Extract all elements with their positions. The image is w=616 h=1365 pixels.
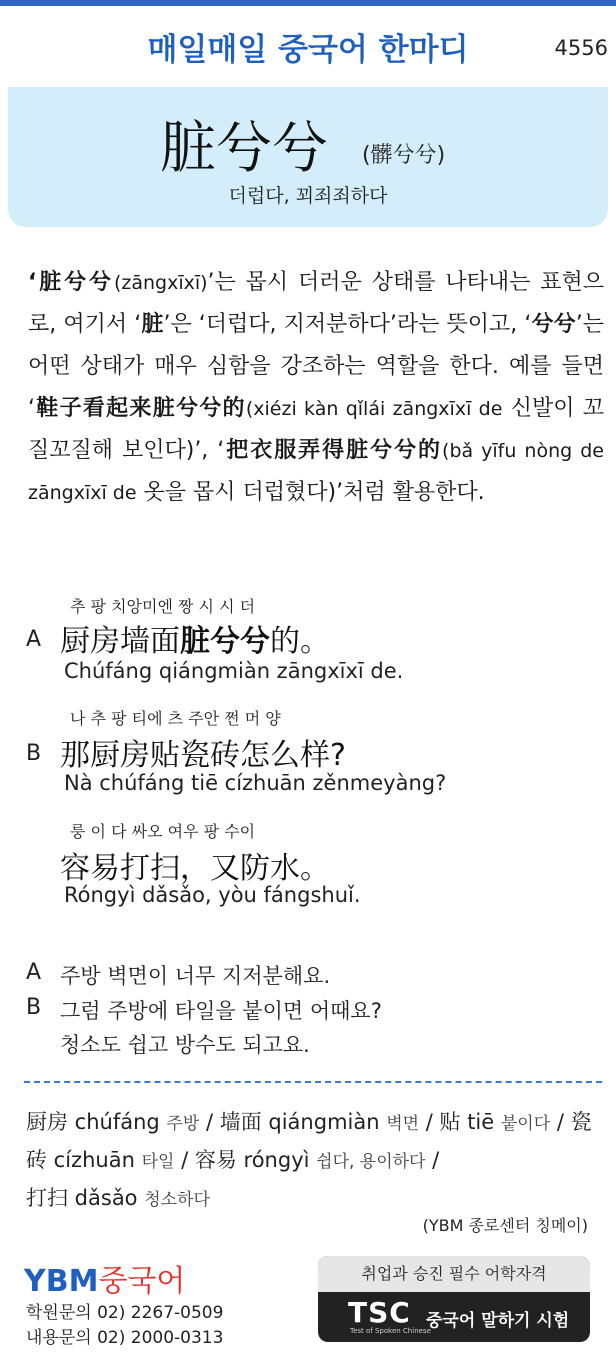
contact-content: 내용문의 02) 2000-0313 <box>26 1328 224 1348</box>
example-hanzi: 鞋子看起来脏兮兮的 <box>35 396 246 421</box>
explain-term-pinyin: (zāngxīxī) <box>113 272 208 294</box>
ybm-logo-text: YBM <box>24 1264 99 1299</box>
expression-meaning: 더럽다, 꾀죄죄하다 <box>228 185 388 207</box>
vocab-hanzi: 贴 <box>439 1110 461 1134</box>
vocab-hanzi: 墙面 <box>219 1110 262 1134</box>
vocab-hanzi: 厨房 <box>26 1110 68 1134</box>
tsc-banner <box>318 1256 590 1342</box>
dialogue-pinyin: Nà chúfáng tiē cízhuān zěnmeyàng? <box>64 771 447 795</box>
vocab-pinyin: qiángmiàn <box>261 1110 387 1134</box>
vocab-meaning: 주방 <box>166 1114 200 1134</box>
example-pinyin: (bǎ yīfu nòng de zāngxīxī de <box>28 440 604 504</box>
dialogue-hanzi-key: 脏兮兮 <box>180 624 270 659</box>
expression-traditional: (髒兮兮) <box>362 143 446 168</box>
translation-line: 청소도 쉽고 방수도 되고요. <box>60 1033 310 1057</box>
expression-hanzi: 脏兮兮 <box>160 116 328 181</box>
tsc-subtitle: Test of Spoken Chinese <box>350 1327 431 1335</box>
ybm-logo-chinese: 중국어 <box>98 1264 186 1299</box>
example-meaning: 신발이 꼬질꼬질해 보인다)’, ‘ <box>28 396 604 463</box>
top-accent-line <box>0 0 616 6</box>
explain-term: 脏 <box>141 312 164 337</box>
vocab-hanzi: 瓷砖 <box>26 1110 592 1172</box>
example-pinyin: (xiézi kàn qǐlái zāngxīxī de <box>245 398 503 420</box>
dialogue-hanzi <box>60 730 346 774</box>
vocab-hanzi: 容易 <box>194 1148 237 1172</box>
vocab-pinyin: cízhuān <box>47 1148 142 1172</box>
explain-term: ‘脏兮兮 <box>28 270 114 295</box>
vocab-meaning: 청소하다 <box>144 1190 210 1210</box>
tsc-logo: TSC <box>348 1296 411 1329</box>
tsc-name: 중국어 말하기 시험 <box>426 1311 570 1331</box>
vocab-separator: / <box>419 1110 440 1134</box>
vocab-pinyin: róngyì <box>236 1148 317 1172</box>
series-title: 매일매일 중국어 한마디 <box>147 32 469 68</box>
dialogue-hanzi-part: 的。 <box>270 624 330 659</box>
explain-text: ’는 몹시 더러운 상태를 나타내는 표현으로, 여기서 ‘ <box>28 270 604 337</box>
explain-text: ’는 어떤 상태가 매우 심함을 강조하는 역할을 한다. 예를 들면 ‘ <box>28 312 604 421</box>
example-hanzi: 把衣服弄得脏兮兮的 <box>224 438 443 463</box>
speaker-label: A <box>26 627 42 652</box>
issue-number: 4556 <box>554 36 608 60</box>
translation-line: 주방 벽면이 너무 지저분해요. <box>60 964 331 988</box>
vocab-meaning: 타일 <box>141 1152 175 1172</box>
example-meaning: 옷을 몹시 더럽혔다)’처럼 활용한다. <box>136 480 485 505</box>
contact-academy: 학원문의 02) 2267-0509 <box>26 1303 224 1323</box>
dialogue-hanzi-part: 那厨房贴瓷砖怎么样? <box>60 738 346 773</box>
pronunciation-guide: 나 추 팡 티에 츠 주안 쩐 머 양 <box>70 709 281 728</box>
dialogue-hanzi-part: 厨房墙面 <box>60 624 180 659</box>
author-credit: (YBM 종로센터 칭메이) <box>422 1216 588 1235</box>
speaker-label: A <box>26 960 42 985</box>
ybm-logo <box>24 1256 185 1300</box>
dialogue-pinyin: Róngyì dǎsǎo, yòu fángshuǐ. <box>64 883 361 907</box>
vocab-separator: / <box>174 1148 195 1172</box>
vocab-pinyin: tiē <box>460 1110 501 1134</box>
tsc-tagline: 취업과 승진 필수 어학자격 <box>318 1256 590 1292</box>
pronunciation-guide: 추 팡 치앙미엔 짱 시 시 더 <box>70 597 256 616</box>
vocab-hanzi: 打扫 <box>26 1186 68 1210</box>
explain-text: ’은 ‘더럽다, 지저분하다’라는 뜻이고, ‘ <box>163 312 532 337</box>
dialogue-pinyin: Chúfáng qiángmiàn zāngxīxī de. <box>64 659 404 683</box>
vocab-meaning: 벽면 <box>386 1114 420 1134</box>
speaker-label: B <box>26 741 42 766</box>
dialogue-hanzi <box>60 843 330 887</box>
vocab-meaning: 쉽다, 용이하다 <box>316 1152 426 1172</box>
explain-term: 兮兮 <box>531 312 576 337</box>
vocab-separator: / <box>199 1110 220 1134</box>
section-divider <box>24 1081 602 1083</box>
vocab-separator: / <box>425 1148 440 1172</box>
explanation-paragraph <box>28 262 604 514</box>
vocab-separator: / <box>550 1110 571 1134</box>
dialogue-hanzi <box>60 616 330 660</box>
vocab-pinyin: dǎsǎo <box>68 1186 145 1210</box>
vocabulary-list <box>26 1104 596 1218</box>
vocab-pinyin: chúfáng <box>68 1110 167 1134</box>
vocab-meaning: 붙이다 <box>500 1114 551 1134</box>
dialogue-hanzi-part: 容易打扫，又防水。 <box>60 851 330 886</box>
speaker-label: B <box>26 995 42 1020</box>
pronunciation-guide: 룽 이 다 싸오 여우 팡 수이 <box>70 822 256 841</box>
translation-line: 그럼 주방에 타일을 붙이면 어때요? <box>60 999 382 1023</box>
